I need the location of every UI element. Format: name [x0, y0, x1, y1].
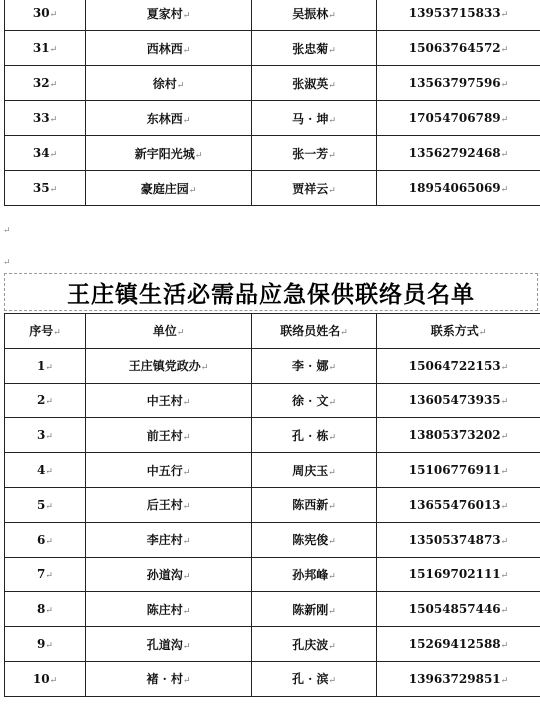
paragraph-mark: ↵: [45, 432, 53, 443]
cell-contact-name-text: 陈西新: [292, 498, 329, 513]
table-row: [5, 101, 540, 136]
paragraph-mark: ↵: [328, 502, 336, 513]
paragraph-mark: ↵: [49, 45, 58, 55]
paragraph-mark: ↵: [3, 226, 11, 236]
cell-contact-name: [252, 31, 377, 66]
cell-contact-name-text: 张忠菊: [292, 41, 329, 56]
cell-phone: [377, 418, 540, 453]
paragraph-mark: ↵: [500, 675, 509, 686]
cell-contact-name: [252, 348, 377, 383]
paragraph-mark: ↵: [49, 10, 58, 20]
cell-phone: [377, 487, 540, 522]
paragraph-mark: ↵: [328, 641, 336, 652]
paragraph-mark: ↵: [328, 10, 336, 21]
cell-index: [5, 66, 86, 101]
header-unit: [86, 314, 252, 349]
cell-index: [5, 136, 86, 171]
cell-index-text: 30: [32, 6, 50, 20]
table-row: [5, 348, 540, 383]
cell-unit-text: 孔道沟: [146, 637, 183, 652]
header-index-text: 序号: [29, 324, 54, 339]
cell-index: [5, 487, 86, 522]
paragraph-mark: ↵: [500, 536, 509, 547]
cell-index-text: 5: [37, 497, 46, 512]
table-row: [5, 627, 540, 662]
cell-phone-text: 15064722153: [408, 358, 501, 373]
cell-contact-name: [252, 171, 377, 206]
paragraph-mark: ↵: [500, 80, 509, 90]
cell-unit: [86, 557, 252, 592]
cell-index: [5, 661, 86, 696]
cell-phone-text: 13562792468: [408, 146, 501, 160]
cell-contact-name-text: 周庆玉: [292, 463, 329, 478]
cell-contact-name-text: 孙邦峰: [292, 567, 329, 582]
cell-unit: [86, 592, 252, 627]
cell-unit-text: 李庄村: [146, 533, 183, 548]
cell-unit: [86, 0, 252, 31]
paragraph-mark: ↵: [182, 397, 191, 408]
paragraph-mark: ↵: [200, 363, 209, 374]
cell-unit-text: 西林西: [146, 41, 183, 56]
cell-index: [5, 418, 86, 453]
paragraph-mark: ↵: [49, 80, 58, 90]
paragraph-mark: ↵: [328, 397, 337, 408]
cell-phone: [377, 66, 540, 101]
table-row: [5, 592, 540, 627]
paragraph-mark: ↵: [45, 641, 53, 652]
paragraph-mark: ↵: [182, 10, 191, 21]
cell-unit-text: 王庄镇党政办: [128, 359, 201, 374]
paragraph-mark: ↵: [500, 45, 509, 55]
cell-unit-text: 中五行: [146, 463, 183, 478]
cell-index: [5, 383, 86, 418]
paragraph-mark: ↵: [45, 501, 53, 512]
cell-index-text: 31: [32, 41, 50, 55]
paragraph-mark: ↵: [49, 115, 58, 125]
paragraph-mark: ↵: [182, 115, 191, 126]
contact-table-continued: [4, 0, 540, 206]
cell-unit-text: 中王村: [146, 393, 183, 408]
cell-phone-text: 18954065069: [408, 181, 501, 195]
paragraph-mark: ↵: [500, 467, 509, 478]
cell-contact-name-text: 陈宪俊: [292, 533, 329, 548]
paragraph-mark: ↵: [500, 115, 509, 125]
paragraph-mark: ↵: [328, 150, 336, 161]
paragraph-mark: ↵: [45, 467, 53, 478]
cell-index-text: 35: [32, 181, 50, 195]
header-contact-name: [252, 314, 377, 349]
table-row: [5, 136, 540, 171]
cell-contact-name-text: 孔 · 滨: [291, 672, 329, 687]
cell-unit-text: 夏家村: [146, 6, 183, 21]
paragraph-mark: ↵: [188, 185, 197, 196]
cell-index-text: 9: [37, 637, 46, 652]
table-row: [5, 383, 540, 418]
cell-index: [5, 0, 86, 31]
document-title: 王庄镇生活必需品应急保供联络员名单: [67, 281, 475, 308]
cell-phone: [377, 101, 540, 136]
paragraph-mark: ↵: [176, 328, 185, 339]
cell-contact-name-text: 陈新刚: [292, 602, 329, 617]
paragraph-mark: ↵: [182, 467, 191, 478]
cell-index-text: 8: [37, 602, 46, 617]
cell-index: [5, 592, 86, 627]
cell-contact-name-text: 贾祥云: [292, 181, 329, 196]
paragraph-mark: ↵: [45, 397, 53, 408]
paragraph-mark: ↵: [45, 362, 53, 373]
cell-phone-text: 15169702111: [408, 567, 501, 582]
cell-unit-text: 前王村: [146, 428, 183, 443]
cell-contact-name: [252, 66, 377, 101]
cell-unit-text: 褚 · 村: [146, 672, 183, 687]
cell-contact-name-text: 马 · 坤: [291, 111, 329, 126]
header-index: [5, 314, 86, 349]
cell-index: [5, 453, 86, 488]
paragraph-mark: ↵: [500, 606, 509, 617]
paragraph-mark: ↵: [328, 467, 336, 478]
header-contact-name-text: 联络员姓名: [280, 324, 341, 339]
cell-index: [5, 522, 86, 557]
paragraph-mark: ↵: [500, 185, 509, 195]
paragraph-mark: ↵: [328, 432, 337, 443]
paragraph-mark: ↵: [45, 571, 53, 582]
header-phone-text: 联系方式: [430, 324, 479, 339]
cell-unit: [86, 31, 252, 66]
cell-contact-name: [252, 522, 377, 557]
paragraph-mark: ↵: [328, 363, 337, 374]
cell-unit: [86, 136, 252, 171]
paragraph-mark: ↵: [328, 185, 336, 196]
table-row: [5, 522, 540, 557]
paragraph-mark: ↵: [500, 362, 509, 373]
paragraph-mark: ↵: [500, 432, 509, 443]
paragraph-mark: ↵: [45, 536, 53, 547]
header-unit-text: 单位: [152, 324, 177, 339]
cell-phone: [377, 383, 540, 418]
paragraph-mark: ↵: [176, 80, 185, 91]
cell-index: [5, 557, 86, 592]
cell-unit: [86, 627, 252, 662]
cell-unit: [86, 101, 252, 136]
paragraph-mark: ↵: [182, 606, 191, 617]
cell-phone-text: 13963729851: [408, 671, 501, 686]
cell-unit-text: 后王村: [146, 498, 183, 513]
cell-unit: [86, 383, 252, 418]
cell-unit: [86, 66, 252, 101]
paragraph-mark: ↵: [3, 258, 11, 268]
cell-phone: [377, 171, 540, 206]
cell-unit: [86, 661, 252, 696]
cell-index: [5, 627, 86, 662]
cell-contact-name: [252, 0, 377, 31]
cell-unit: [86, 171, 252, 206]
table-row: [5, 487, 540, 522]
cell-contact-name: [252, 418, 377, 453]
document-title-box: [4, 273, 538, 311]
table-row: [5, 661, 540, 696]
cell-contact-name: [252, 627, 377, 662]
paragraph-mark: ↵: [328, 676, 337, 687]
cell-contact-name-text: 孔庆波: [292, 637, 329, 652]
cell-phone-text: 13953715833: [408, 6, 501, 20]
cell-phone: [377, 557, 540, 592]
cell-index-text: 2: [37, 393, 46, 408]
cell-phone: [377, 136, 540, 171]
cell-index-text: 32: [32, 76, 50, 90]
table-row: [5, 0, 540, 31]
paragraph-mark: ↵: [45, 606, 53, 617]
paragraph-mark: ↵: [500, 150, 509, 160]
cell-contact-name: [252, 487, 377, 522]
cell-phone-text: 15054857446: [408, 602, 501, 617]
cell-unit-text: 陈庄村: [146, 602, 183, 617]
cell-contact-name-text: 张淑英: [292, 76, 329, 91]
table-row: [5, 418, 540, 453]
cell-contact-name: [252, 453, 377, 488]
paragraph-mark: ↵: [500, 571, 509, 582]
cell-contact-name: [252, 592, 377, 627]
contact-table: [4, 313, 540, 697]
cell-unit: [86, 487, 252, 522]
cell-phone-text: 15269412588: [408, 637, 501, 652]
paragraph-mark: ↵: [49, 675, 58, 686]
cell-contact-name: [252, 383, 377, 418]
cell-index-text: 34: [32, 146, 50, 160]
cell-contact-name: [252, 661, 377, 696]
cell-phone: [377, 31, 540, 66]
paragraph-mark: ↵: [500, 397, 509, 408]
cell-phone-text: 13805373202: [408, 428, 501, 443]
paragraph-mark: ↵: [182, 502, 191, 513]
paragraph-mark: ↵: [500, 10, 509, 20]
table-row: [5, 171, 540, 206]
cell-index: [5, 101, 86, 136]
paragraph-mark: ↵: [500, 641, 509, 652]
paragraph-mark: ↵: [328, 571, 336, 582]
cell-unit-text: 豪庭庄园: [140, 181, 189, 196]
paragraph-mark: ↵: [49, 185, 58, 195]
cell-contact-name-text: 李 · 娜: [291, 359, 329, 374]
cell-unit: [86, 418, 252, 453]
paragraph-mark: ↵: [183, 676, 191, 687]
table-row: [5, 453, 540, 488]
paragraph-mark: ↵: [53, 328, 61, 339]
paragraph-mark: ↵: [328, 537, 336, 548]
table-header-row: [5, 314, 540, 349]
cell-phone: [377, 453, 540, 488]
cell-phone-text: 13655476013: [408, 497, 501, 512]
paragraph-mark: ↵: [478, 328, 487, 339]
paragraph-mark: ↵: [182, 641, 191, 652]
cell-unit-text: 孙道沟: [146, 567, 183, 582]
paragraph-mark: ↵: [182, 571, 191, 582]
cell-unit: [86, 453, 252, 488]
paragraph-mark: ↵: [500, 501, 509, 512]
cell-index-text: 7: [37, 567, 46, 582]
cell-phone: [377, 627, 540, 662]
paragraph-mark: ↵: [49, 150, 58, 160]
paragraph-mark: ↵: [340, 328, 348, 339]
cell-index-text: 4: [37, 463, 46, 478]
paragraph-mark: ↵: [182, 45, 191, 56]
cell-index-text: 3: [37, 428, 46, 443]
cell-contact-name-text: 徐 · 文: [291, 393, 329, 408]
cell-phone: [377, 348, 540, 383]
header-phone: [377, 314, 540, 349]
paragraph-mark: ↵: [328, 45, 336, 56]
cell-contact-name-text: 孔 · 栋: [291, 428, 329, 443]
paragraph-mark: ↵: [328, 115, 337, 126]
cell-phone-text: 17054706789: [408, 111, 501, 125]
cell-unit-text: 徐村: [152, 76, 177, 91]
paragraph-mark: ↵: [194, 150, 203, 161]
paragraph-mark: ↵: [182, 432, 191, 443]
cell-phone-text: 13605473935: [408, 393, 501, 408]
cell-unit-text: 新宇阳光城: [134, 146, 195, 161]
cell-phone: [377, 0, 540, 31]
paragraph-mark: ↵: [182, 537, 191, 548]
cell-contact-name: [252, 136, 377, 171]
cell-unit: [86, 522, 252, 557]
cell-contact-name: [252, 101, 377, 136]
cell-phone-text: 13505374873: [408, 532, 501, 547]
cell-phone-text: 13563797596: [408, 76, 501, 90]
cell-unit-text: 东林西: [146, 111, 183, 126]
table-row: [5, 557, 540, 592]
paragraph-mark: ↵: [328, 80, 336, 91]
cell-phone: [377, 661, 540, 696]
cell-index: [5, 171, 86, 206]
cell-index-text: 10: [32, 671, 50, 686]
cell-contact-name: [252, 557, 377, 592]
cell-phone: [377, 592, 540, 627]
cell-unit: [86, 348, 252, 383]
cell-index-text: 1: [37, 358, 46, 373]
cell-index: [5, 31, 86, 66]
table-row: [5, 31, 540, 66]
cell-index: [5, 348, 86, 383]
cell-contact-name-text: 吴振林: [292, 6, 329, 21]
cell-contact-name-text: 张一芳: [292, 146, 329, 161]
cell-phone: [377, 522, 540, 557]
cell-phone-text: 15106776911: [408, 463, 501, 478]
cell-index-text: 6: [37, 532, 46, 547]
paragraph-mark: ↵: [328, 606, 336, 617]
table-row: [5, 66, 540, 101]
cell-index-text: 33: [32, 111, 50, 125]
cell-phone-text: 15063764572: [408, 41, 501, 55]
